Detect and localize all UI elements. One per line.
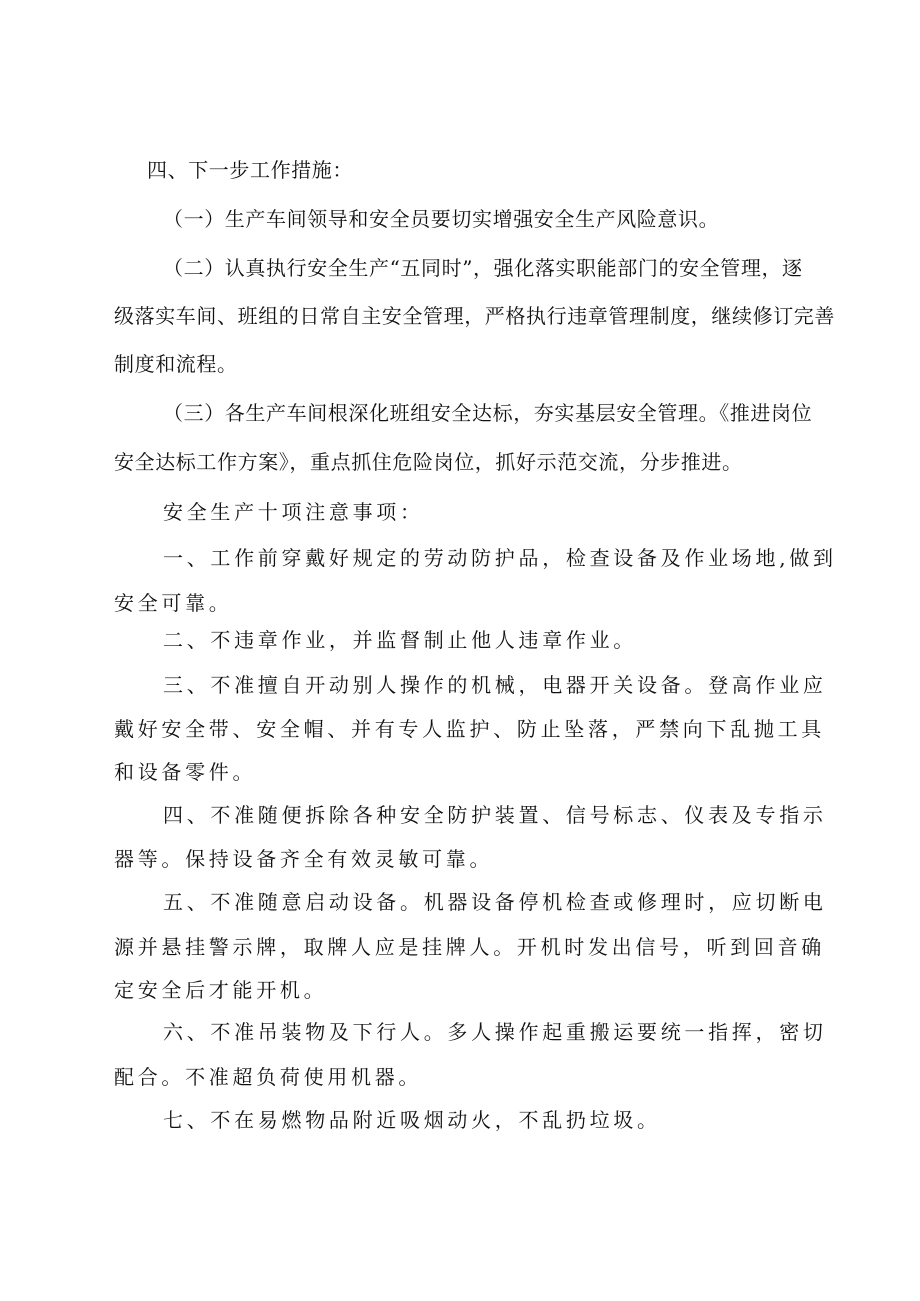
rule-2: 二、不违章作业，并监督制止他人违章作业。 [163, 628, 637, 652]
measure-item-3-line-2: 安全达标工作方案》，重点抓住危险岗位，抓好示范交流，分步推进。 [114, 450, 743, 474]
measures-heading: 四、下一步工作措施： [147, 158, 353, 182]
rule-6-line-1: 六、不准吊装物及下行人。多人操作起重搬运要统一指挥，密切 [163, 1020, 827, 1044]
measure-item-2-line-2: 级落实车间、班组的日常自主安全管理，严格执行违章管理制度，继续修订完善 [114, 304, 835, 328]
rule-1-line-2: 安全可靠。 [114, 591, 233, 615]
measure-item-3-line-1: （三）各生产车间根深化班组安全达标，夯实基层安全管理。《推进岗位 [163, 401, 813, 425]
rule-3-line-3: 和设备零件。 [114, 760, 257, 784]
rule-3-line-2: 戴好安全带、安全帽、并有专人监护、防止坠落，严禁向下乱抛工具 [114, 717, 825, 741]
precautions-heading: 安全生产十项注意事项： [163, 500, 424, 524]
rule-6-line-2: 配合。不准超负荷使用机器。 [114, 1065, 423, 1089]
rule-5-line-1: 五、不准随意启动设备。机器设备停机检查或修理时，应切断电 [163, 890, 827, 914]
rule-4-line-2: 器等。保持设备齐全有效灵敏可靠。 [114, 847, 494, 871]
measure-item-1: （一）生产车间领导和安全员要切实增强安全生产风险意识。 [163, 207, 720, 231]
rule-3-line-1: 三、不准擅自开动别人操作的机械，电器开关设备。登高作业应 [163, 673, 827, 697]
rule-1-line-1: 一、工作前穿戴好规定的劳动防护品，检查设备及作业场地,做到 [163, 546, 837, 570]
rule-5-line-2: 源并悬挂警示牌，取牌人应是挂牌人。开机时发出信号，听到回音确 [114, 935, 825, 959]
rule-7: 七、不在易燃物品附近吸烟动火，不乱扔垃圾。 [163, 1108, 661, 1132]
rule-4-line-1: 四、不准随便拆除各种安全防护装置、信号标志、仪表及专指示 [163, 803, 827, 827]
measure-item-2-line-3: 制度和流程。 [114, 352, 238, 376]
measure-item-2-line-1: （二）认真执行安全生产“五同时”，强化落实职能部门的安全管理，逐 [163, 256, 803, 280]
rule-5-line-3: 定安全后才能开机。 [114, 978, 328, 1002]
